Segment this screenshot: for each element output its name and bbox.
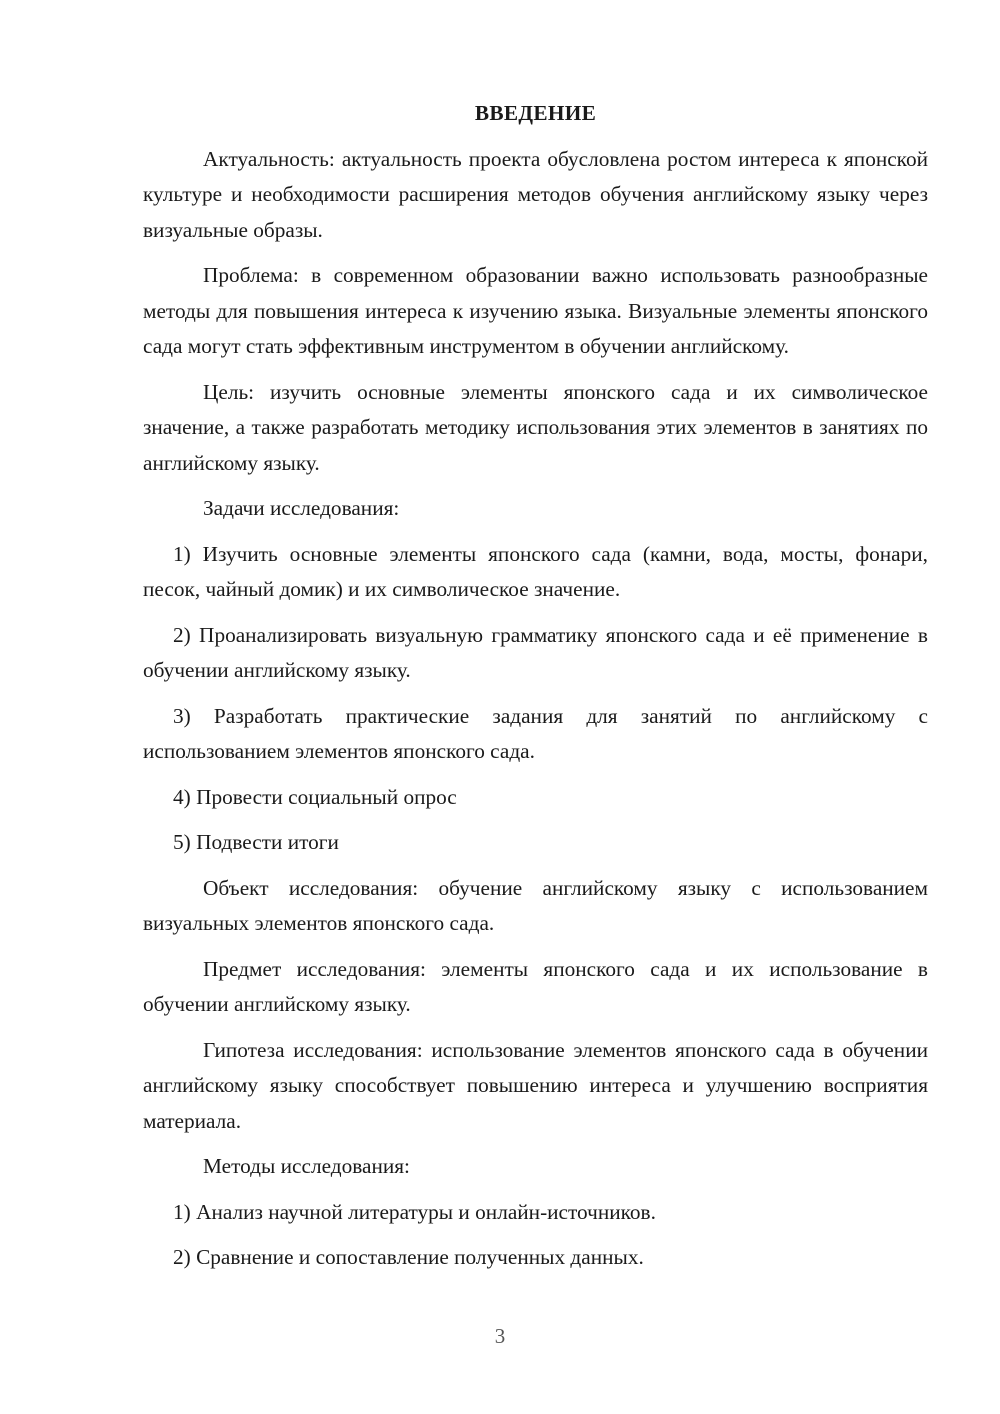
list-item-task-5: 5) Подвести итоги: [173, 830, 339, 854]
paragraph-hypothesis: Гипотеза исследования: использование элементов японского сада в обучении английскому языку способствует повышению интереса и улучшению восприятия материала.: [143, 1037, 928, 1133]
page-content: [143, 96, 928, 1286]
list-item-task-3: 3) Разработать практические задания для занятий по английскому с использованием элементов японского сада.: [143, 703, 928, 763]
list-item-method-2: 2) Сравнение и сопоставление полученных данных.: [173, 1245, 644, 1269]
paragraph-actuality: Актуальность: актуальность проекта обусловлена ростом интереса к японской культуре и необходимости расширения методов обучения английскому языку через визуальные образы.: [143, 146, 928, 242]
paragraph-problem: [143, 258, 928, 365]
page-number: 3: [494, 1324, 506, 1348]
list-item-method-1: 1) Анализ научной литературы и онлайн-источников.: [173, 1199, 656, 1224]
list-item-task-4: 4) Провести социальный опрос: [173, 784, 457, 809]
methods-title: Методы исследования:: [203, 1154, 410, 1178]
section-heading: ВВЕДЕНИЕ: [474, 101, 597, 125]
problem-sentence-1: Проблема: в современном образовании важно использовать разнообразные методы для повышения интереса к изучению языка.: [143, 263, 928, 323]
list-item-task-2: 2) Проанализировать визуальную грамматику японского сада и её применение в обучении английскому языку.: [143, 622, 928, 682]
problem-sentence-2: Визуальные элементы японского сада могут стать эффективным инструментом в обучении английскому.: [143, 298, 928, 358]
list-item-task-1: 1) Изучить основные элементы японского сада (камни, вода, мосты, фонари, песок, чайный домик) и их символическое значение.: [143, 541, 928, 601]
paragraph-subject: Предмет исследования: элементы японского сада и их использование в обучении английскому языку.: [143, 956, 928, 1016]
paragraph-object: Объект исследования: обучение английскому языку с использованием визуальных элементов японского сада.: [143, 875, 928, 935]
tasks-title: Задачи исследования:: [203, 496, 400, 520]
paragraph-goal: Цель: изучить основные элементы японского сада и их символическое значение, а также разработать методику использования этих элементов в занятиях по английскому языку.: [143, 379, 928, 475]
